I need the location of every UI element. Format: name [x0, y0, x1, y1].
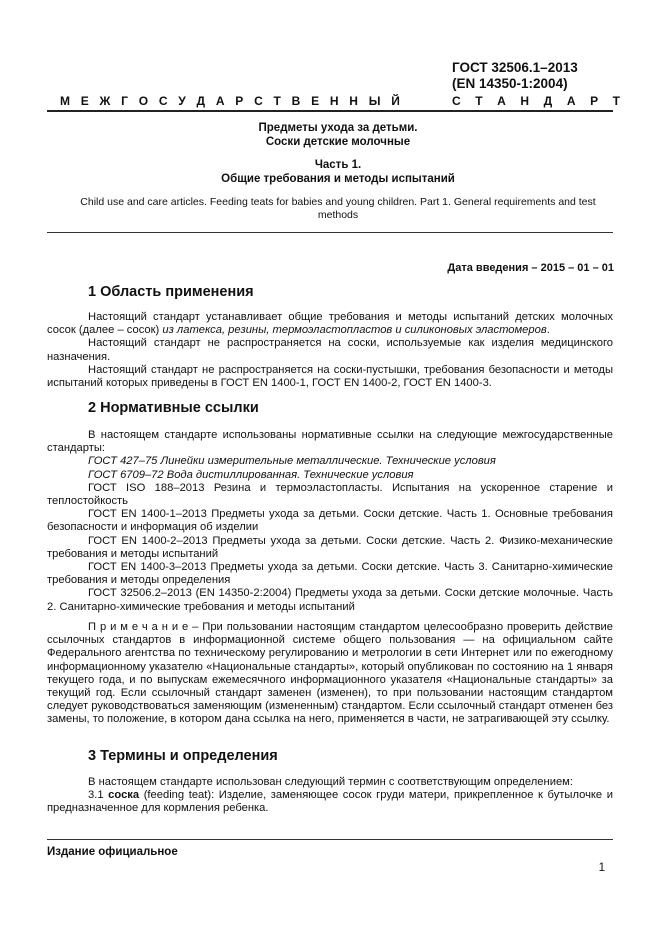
banner-letter: Т [273, 94, 281, 108]
reference-2: ГОСТ 6709–72 Вода дистиллированная. Технические условия [88, 468, 414, 481]
banner-letter: Р [590, 94, 599, 108]
section-1-paragraph-3: Настоящий стандарт не распространяется на соски-пустышки, требования безопасности и методы испытаний которых приведены в ГОСТ EN 1400-1, ГОСТ EN 1400-2, ГОСТ EN 1400-3. [47, 363, 613, 390]
section-1-paragraph-2: Настоящий стандарт не распространяется на соски, используемые как изделия медицинского назначения. [47, 337, 613, 363]
banner-word-standard [452, 94, 620, 108]
banner-letter: Е [80, 94, 89, 108]
section-3-intro: В настоящем стандарте использован следующий термин с соответствующим определением: [88, 776, 573, 788]
page-number: 1 [598, 862, 605, 874]
banner-letter: Т [475, 94, 483, 108]
section-2-heading: 2 Нормативные ссылки [88, 400, 259, 416]
section-1-heading: 1 Область применения [88, 284, 254, 300]
section-2-note [47, 621, 613, 727]
title-rule [47, 232, 613, 233]
banner-letter: С [254, 94, 263, 108]
section-1-body [47, 311, 613, 390]
header-rule [47, 110, 613, 112]
banner-letter: С [452, 94, 461, 108]
banner-letter: Д [196, 94, 206, 108]
reference-7: ГОСТ 32506.2–2013 (EN 14350-2:2004) Предметы ухода за детьми. Соски детские молочные. Часть 2. Санитарно-химические требования и методы испытаний [47, 587, 613, 613]
section-1-paragraph-1: Настоящий стандарт устанавливает общие требования и методы испытаний детских молочных сосок (далее – сосок) из латекса, резины, термоэластопластов и силиконовых эластомеров. [47, 311, 613, 337]
standard-type-banner [60, 94, 620, 108]
gost-number: ГОСТ 32506.1–2013 [452, 60, 578, 75]
banner-letter: Е [311, 94, 320, 108]
banner-letter: О [138, 94, 149, 108]
term-definition: 3.1 соска (feeding teat): Изделие, заменяющее сосок груди матери, прикрепленное к бутылочке и предназначенное для кормления ребенка. [47, 789, 613, 815]
introduction-date: Дата введения – 2015 – 01 – 01 [447, 262, 614, 274]
banner-letter: Н [520, 94, 530, 108]
footer-rule [47, 839, 613, 840]
note-paragraph [47, 621, 613, 727]
part-number: Часть 1. [314, 159, 362, 171]
note-text: – При пользовании настоящим стандартом целесообразно проверить действие ссылочных стандартов в информационной системе общего пользования — на официальном сайте Федерального агентства по техническому регулированию и метрологии в сети Интернет или по ежегодному информационному указателю «Национальные стандарты», который опубликован по состоянию на 1 января текущего года, и по выпускам ежемесячного информационного указателя «Национальные стандарты» за текущий год. Если ссылочный стандарт заменен (изменен), то при пользовании настоящим стандартом следует руководствоваться заменяющим (измененным) стандартом. Если ссылочный стандарт отменен без замены, то положение, в котором дана ссылка на него, применяется в части, не затрагивающей эту ссылку. [47, 621, 613, 726]
banner-letter: Т [612, 94, 620, 108]
term-name: соска [108, 789, 140, 802]
reference-4: ГОСТ EN 1400-1–2013 Предметы ухода за детьми. Соски детские. Часть 1. Основные требования безопасности и информация об изделии [47, 508, 613, 534]
banner-letter: Ы [368, 94, 381, 108]
banner-letter: А [215, 94, 225, 108]
title-line-1: Предметы ухода за детьми. [258, 122, 418, 134]
banner-letter: А [497, 94, 506, 108]
reference-1: ГОСТ 427–75 Линейки измерительные металлические. Технические условия [88, 455, 496, 468]
reference-5: ГОСТ EN 1400-2–2013 Предметы ухода за детьми. Соски детские. Часть 2. Физико-механические требования и методы испытаний [47, 534, 613, 560]
section-2-intro: В настоящем стандарте использованы нормативные ссылки на следующие межгосударственные стандарты: [47, 429, 613, 455]
banner-word-interstate [60, 94, 400, 108]
section-3-heading: 3 Термины и определения [88, 748, 278, 764]
document-title [60, 121, 616, 149]
title-line-2: Соски детские молочные [265, 136, 411, 148]
english-title: Child use and care articles. Feeding teats for babies and young children. Part 1. General requirements and test methods [80, 196, 596, 221]
banner-letter: Й [391, 94, 400, 108]
banner-letter: Р [235, 94, 244, 108]
banner-letter: А [566, 94, 576, 108]
section-2-body [47, 429, 613, 614]
banner-letter: Н [349, 94, 358, 108]
reference-6: ГОСТ EN 1400-3–2013 Предметы ухода за детьми. Соски детские. Часть 3. Санитарно-химические требования и методы определения [47, 561, 613, 587]
banner-letter: В [291, 94, 301, 108]
document-part [60, 158, 616, 186]
banner-letter: Н [329, 94, 339, 108]
part-title: Общие требования и методы испытаний [221, 173, 455, 185]
banner-letter: У [178, 94, 186, 108]
standard-number [452, 60, 578, 92]
note-label: П р и м е ч а н и е [88, 621, 189, 633]
en-number: (EN 14350-1:2004) [452, 76, 568, 91]
banner-letter: Ж [99, 94, 111, 108]
reference-3: ГОСТ ISO 188–2013 Резина и термоэластопласты. Испытания на ускоренное старение и теплостойкость [47, 481, 613, 508]
official-edition-label: Издание официальное [47, 846, 178, 858]
banner-letter: С [158, 94, 168, 108]
section-3-body [47, 776, 613, 816]
banner-letter: Г [121, 94, 128, 108]
banner-letter: М [60, 94, 70, 108]
banner-letter: Д [543, 94, 553, 108]
